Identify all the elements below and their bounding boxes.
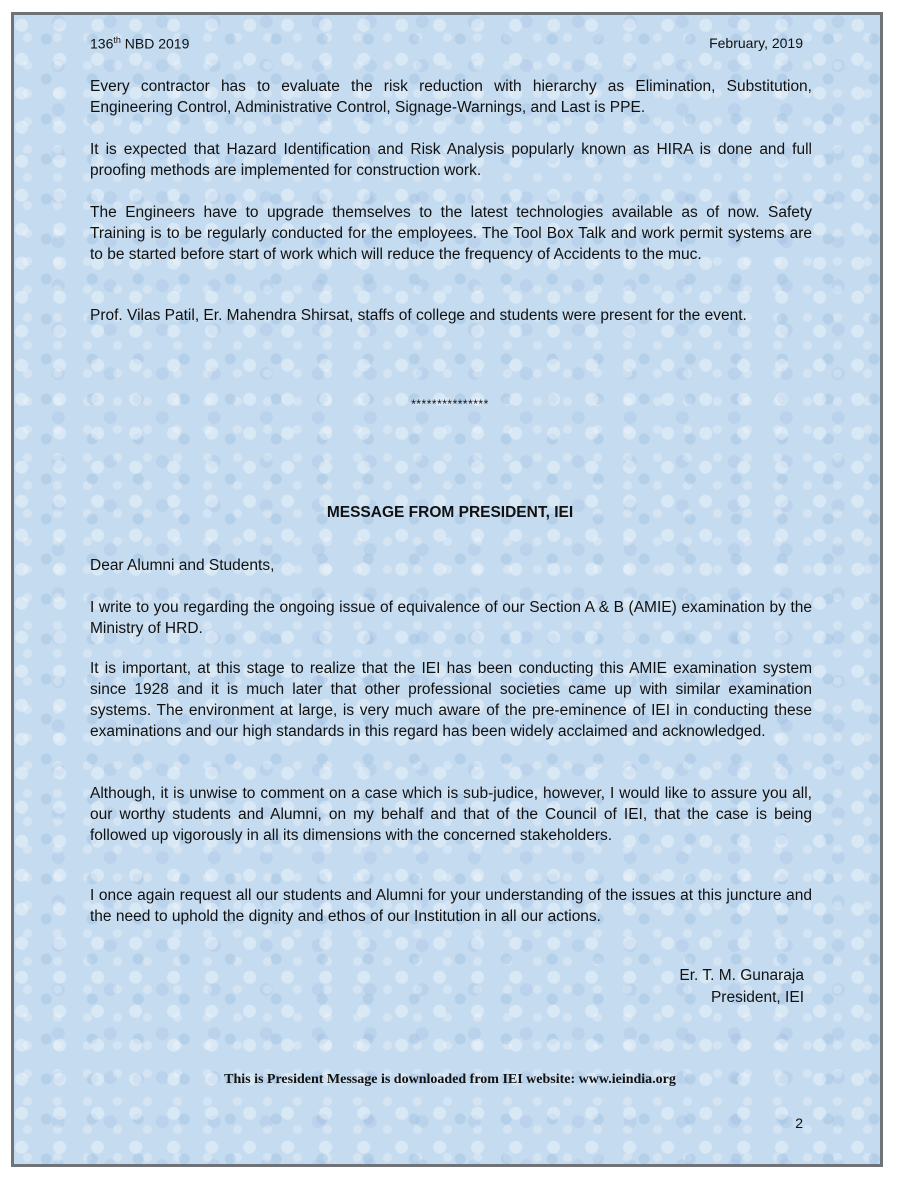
issue-date: February, 2019 <box>709 35 803 51</box>
paragraph-engineers: The Engineers have to upgrade themselves to the latest technologies available as of now. Safety Training is to be regularly conducted for the employees. The Tool Box Talk and work permit systems are to be started before start of work which will reduce the frequency of Accidents to the muc. <box>90 204 812 263</box>
message-paragraph-4: I once again request all our students and Alumni for your understanding of the issues at this juncture and the need to uphold the dignity and ethos of our Institution in all our actions. <box>90 887 812 925</box>
signatory-name: Er. T. M. Gunaraja <box>679 967 804 984</box>
message-paragraph-2: It is important, at this stage to realize that the IEI has been conducting this AMIE examination system since 1928 and it is much later that other professional societies came up with similar examination systems. The environment at large, is very much aware of the pre-eminence of IEI in conducting these examinations and our high standards in this regard has been widely acclaimed and acknowledged. <box>90 660 812 740</box>
issue-header <box>90 35 189 52</box>
paragraph-hira: It is expected that Hazard Identification and Risk Analysis popularly known as HIRA is done and full proofing methods are implemented for construction work. <box>90 141 812 179</box>
paragraph-risk-hierarchy: Every contractor has to evaluate the risk reduction with hierarchy as Elimination, Substitution, Engineering Control, Administrative Control, Signage-Warnings, and Last is PPE. <box>90 78 812 116</box>
issue-label: NBD 2019 <box>120 35 190 52</box>
message-salutation: Dear Alumni and Students, <box>90 557 275 574</box>
issue-ordinal-suffix: th <box>113 35 121 45</box>
message-paragraph-3: Although, it is unwise to comment on a case which is sub-judice, however, I would like to assure you all, our worthy students and Alumni, on my behalf and that of the Council of IEI, that the case is being followed up vigorously in all its dimensions with the concerned stakeholders. <box>90 785 812 844</box>
section-separator: *************** <box>411 397 489 411</box>
download-source-note: This is President Message is downloaded from IEI website: www.ieindia.org <box>224 1072 676 1087</box>
document-page <box>11 12 883 1167</box>
signatory-title: President, IEI <box>710 989 804 1006</box>
message-title: MESSAGE FROM PRESIDENT, IEI <box>326 504 574 521</box>
message-paragraph-1: I write to you regarding the ongoing issue of equivalence of our Section A & B (AMIE) examination by the Ministry of HRD. <box>90 599 812 637</box>
issue-number: 136 <box>90 35 114 52</box>
paragraph-attendees: Prof. Vilas Patil, Er. Mahendra Shirsat, staffs of college and students were present for the event. <box>90 307 747 324</box>
page-number: 2 <box>795 1115 803 1131</box>
